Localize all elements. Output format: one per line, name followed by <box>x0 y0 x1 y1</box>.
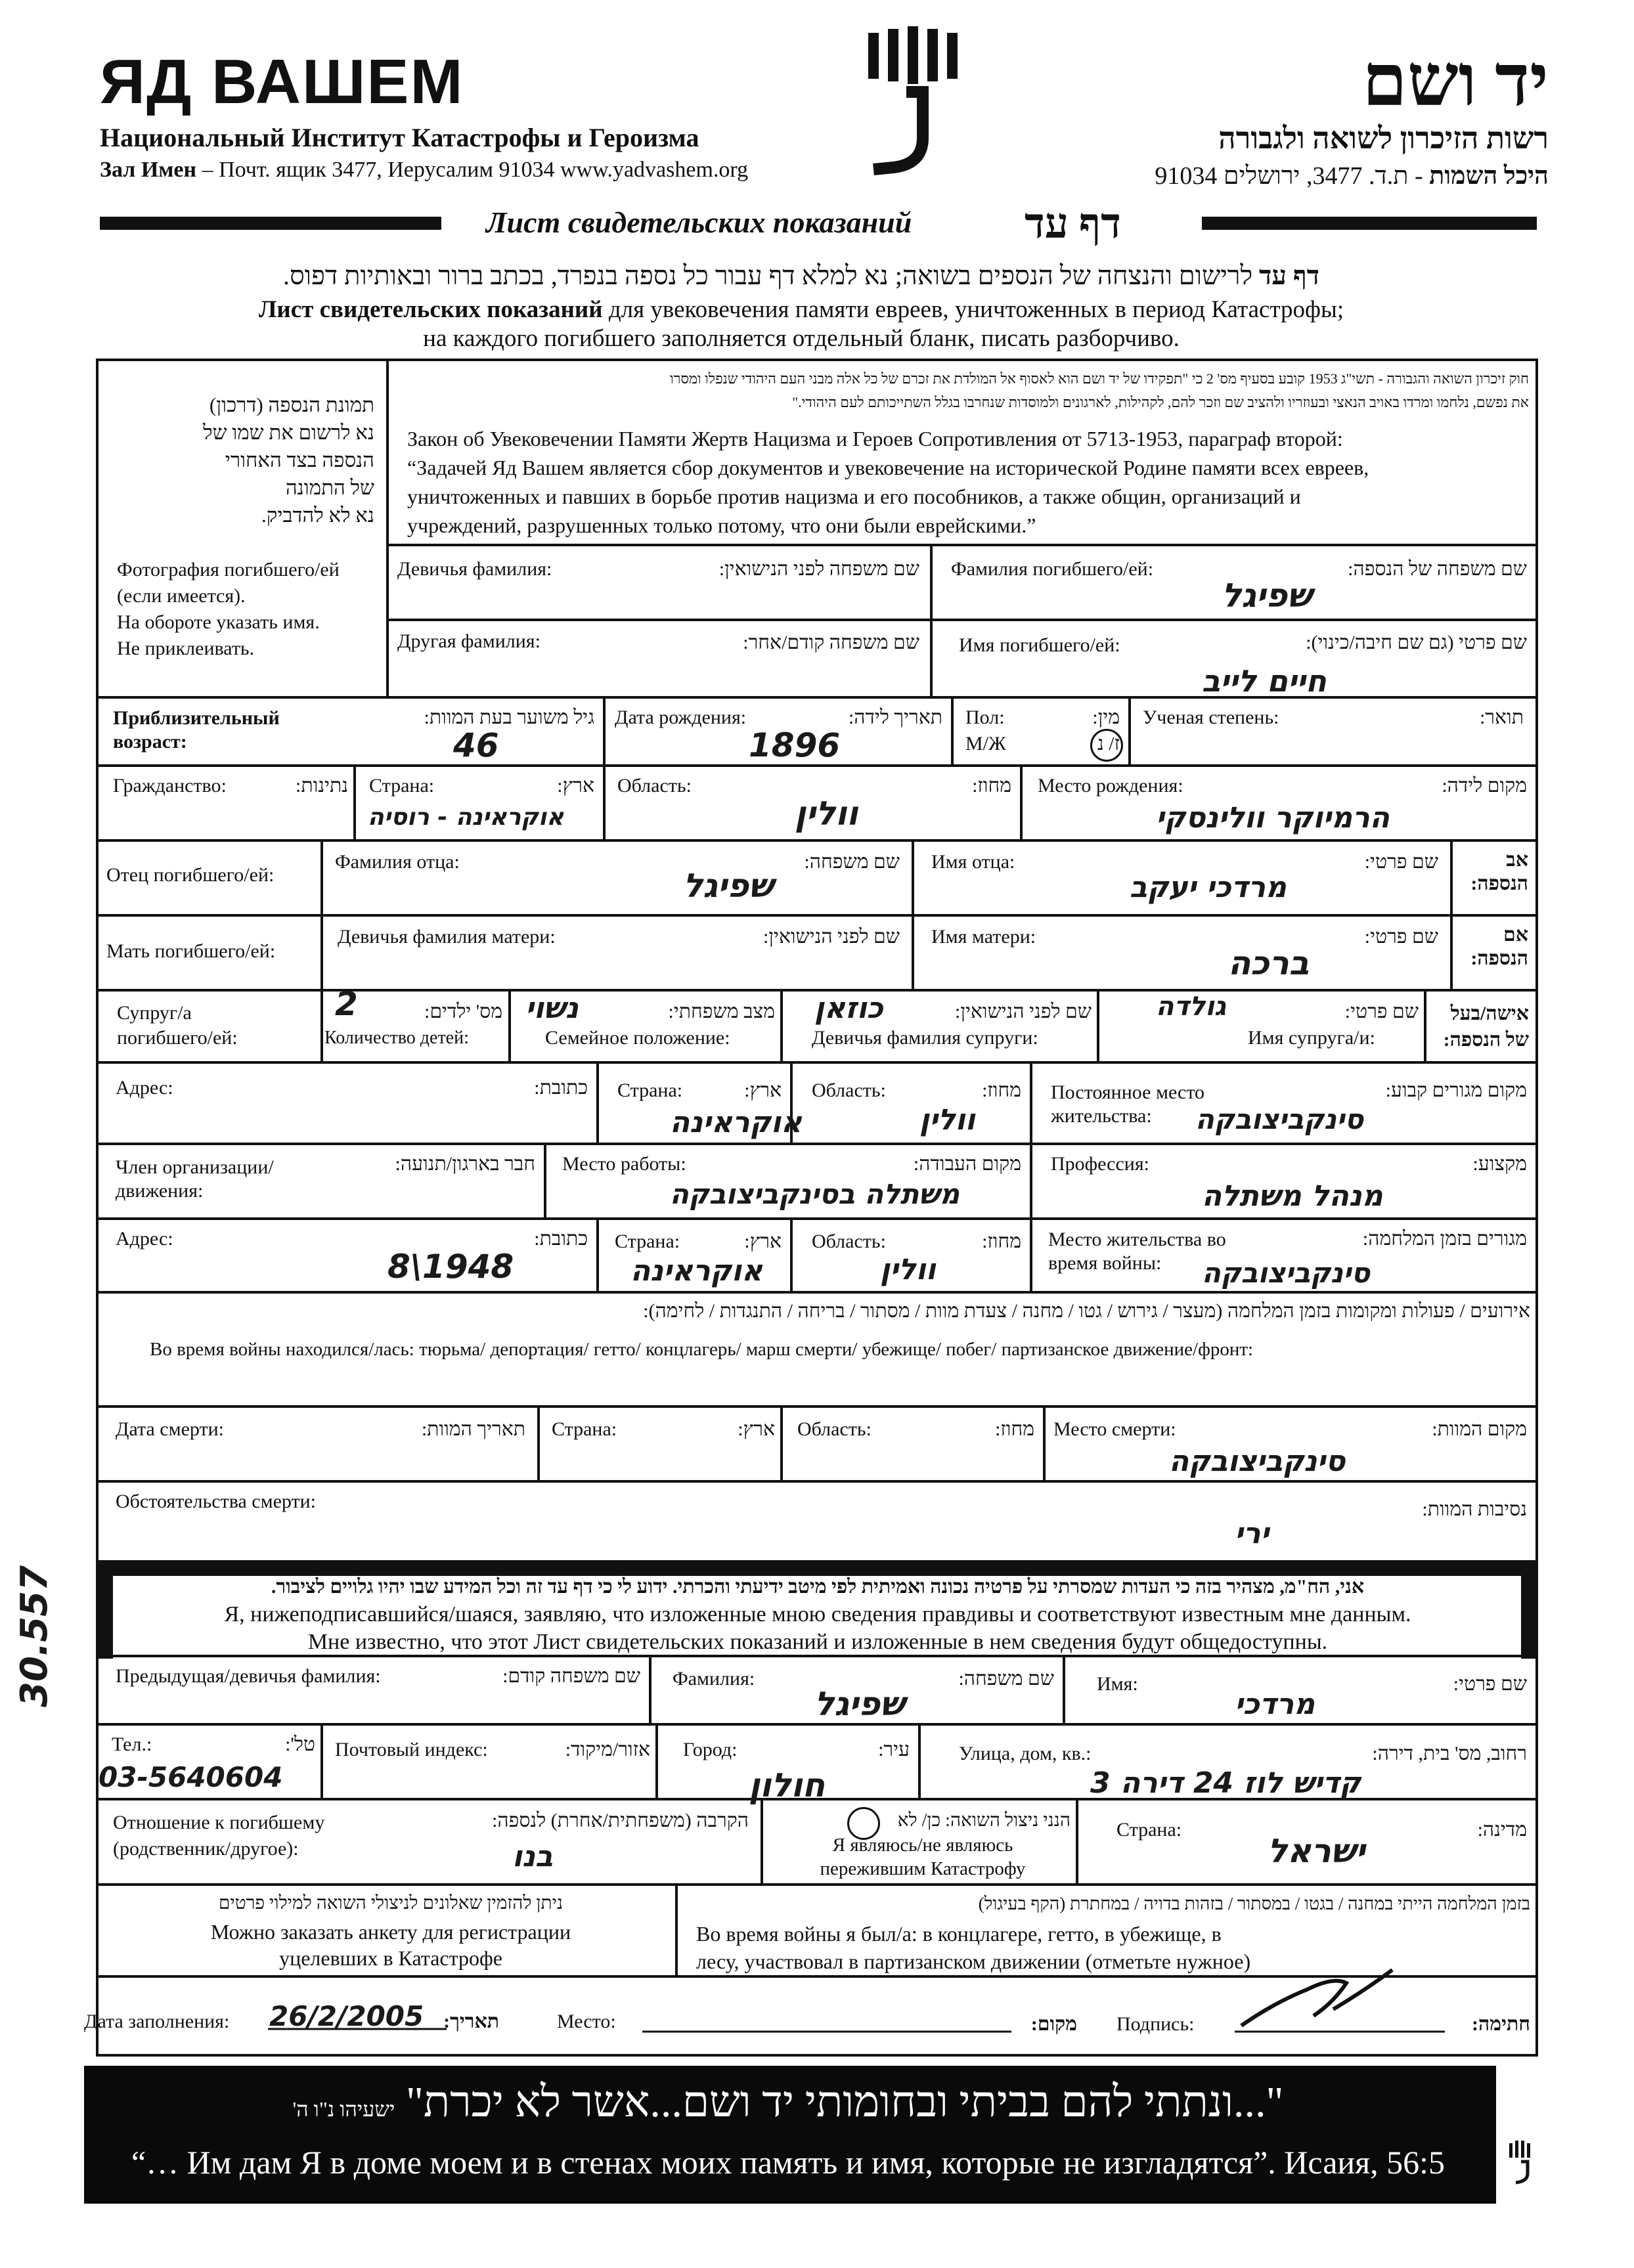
other-label-ru: Другая фамилия: <box>397 630 541 652</box>
city-label-ru: Город: <box>683 1739 738 1760</box>
mother-he-1: אם <box>1503 924 1528 946</box>
cod-label-he: נסיבות המוות: <box>1422 1498 1527 1520</box>
work-value[interactable]: משתלה בסינקביצובקה <box>670 1178 960 1210</box>
q-ru-2: уцелевших в Катастрофе <box>279 1946 502 1970</box>
region-value[interactable]: וולין <box>795 795 858 833</box>
war-ru-2: время войны: <box>1048 1252 1162 1274</box>
region3-label-he: מחוז: <box>982 1231 1021 1252</box>
father-surname-label-he: שם משפחה: <box>804 851 900 873</box>
ctry-value[interactable]: ישראל <box>1268 1832 1365 1870</box>
place-label-he: מקום: <box>1030 2013 1077 2035</box>
waddr-label-ru: Адрес: <box>116 1228 173 1250</box>
surname-label-ru: Фамилия погибшего/ей: <box>951 558 1154 580</box>
dob-value[interactable]: 1896 <box>749 726 841 764</box>
questionnaire-ru <box>112 1919 670 1971</box>
ctry-label-he: מדינה: <box>1477 1819 1527 1841</box>
dob-label-ru: Дата рождения: <box>615 707 747 728</box>
region3-value[interactable]: וולין <box>880 1253 936 1286</box>
he-address: - ת.ד. 3477, ירושלים 91034 <box>1155 162 1423 190</box>
ctry-label-ru: Страна: <box>1116 1819 1182 1841</box>
country3-label-ru: Страна: <box>615 1231 680 1252</box>
pob-label-ru: Место рождения: <box>1038 775 1183 796</box>
events-label-he: אירועים / פעולות ומקומות בזמן המלחמה (מעצר / גירוש / גטו / מחנה / צעדת מוות / מסתור / בריחה / התנגדות / לחימה): <box>643 1300 1530 1322</box>
dod-label-ru: Дата смерти: <box>116 1418 225 1440</box>
wartime-ru <box>696 1920 1250 1975</box>
quote-he <box>99 2078 1478 2127</box>
father-label-ru: Отец погибшего/ей: <box>106 864 275 886</box>
org-ru-2: движения: <box>116 1180 204 1202</box>
rel-label-he: הקרבה (משפחתית/אחרת) לנספה: <box>492 1810 749 1831</box>
father-name-value[interactable]: מרדכי יעקב <box>1130 871 1287 904</box>
tel-label-he: טל': <box>285 1734 315 1755</box>
region-label-he: מחוז: <box>972 775 1011 796</box>
father-name-label-he: שם פרטי: <box>1364 851 1438 873</box>
zip-label-ru: Почтовый индекс: <box>335 1739 488 1760</box>
intro-ru-text: для увековечения памяти евреев, уничтоженных в период Катастрофы; <box>608 296 1344 323</box>
quote-ru: “… Им дам Я в доме моем и в стенах моих память и имя, которые не изгладятся”. Исаия, 56:5 <box>131 2144 1446 2181</box>
marital-label-he: מצב משפחתי: <box>668 1001 775 1022</box>
intro-ru-2: на каждого погибшего заполняется отдельный бланк, писать разборчиво. <box>423 325 1180 352</box>
prof-value[interactable]: מנהל משתלה <box>1202 1179 1383 1213</box>
date-label-he: תאריך: <box>443 2011 499 2032</box>
photo-he-3: הנספה בצד האחורי <box>225 448 374 471</box>
cod-value[interactable]: ירי <box>1235 1517 1270 1550</box>
questionnaire-he: ניתן להזמין שאלונים לניצולי השואה למילוי פרטים <box>218 1893 563 1913</box>
declaration-he: אני, הח"מ, מצהיר בזה כי העדות שמסרתי על פרטיה נכונה ואמיתית לפי מיטב ידיעתי והכרתי. ידוע לי כי דף עד זה וכל המידע שבו יהיו גלויים לציבור. <box>271 1576 1365 1598</box>
mother-name-label-ru: Имя матери: <box>931 926 1036 948</box>
region2-label-he: מחוז: <box>982 1079 1021 1101</box>
signature-label-he: חתימה: <box>1472 2013 1530 2035</box>
spouse-ru-1: Супруг/а <box>117 1002 192 1024</box>
first-label-ru: Имя погибшего/ей: <box>959 634 1120 656</box>
he-authority: רשות הזיכרון לשואה ולגבורה <box>1218 121 1549 155</box>
rel-ru-1: Отношение к погибшему <box>113 1812 325 1833</box>
father-he-1: אב <box>1506 849 1528 871</box>
ru-title: ЯД ВАШЕМ <box>100 47 464 117</box>
sub-surname-value[interactable]: שפיגל <box>814 1685 905 1723</box>
dod-country-label-he: ארץ: <box>738 1418 775 1440</box>
pod-value[interactable]: סינקביצובקה <box>1169 1445 1346 1478</box>
law-he-2: את נפשם, נלחמו ומרדו באויב הנאצי ובעוזריו ולהציב שם וזכר להם, לקהילות, לארגונים ולמוסדות שנחרבו בגלל השתייכותם לעם היהודי." <box>792 394 1529 410</box>
dod-region-label-ru: Область: <box>797 1418 872 1440</box>
spouse-maiden-label-he: שם לפני הנישואין: <box>955 1001 1092 1022</box>
age-label-he: גיל משוער בעת המוות: <box>424 707 594 728</box>
he-title: יד ושם <box>1362 41 1549 121</box>
degree-label-he: תואר: <box>1479 707 1524 728</box>
signature-mark <box>1235 1963 1405 2036</box>
sub-name-value[interactable]: מרדכי <box>1235 1688 1315 1721</box>
waddr-label-he: כתובת: <box>534 1228 588 1250</box>
w-ru-2: лесу, участвовал в партизанском движении (отметьте нужное) <box>696 1950 1251 1973</box>
zip-label-he: אזור/מיקוד: <box>565 1739 650 1760</box>
law-ru-3: уничтоженных и павших в борьбе против нацизма и его пособников, а также общин, организаций и <box>407 485 1301 508</box>
quote-he-source: ישעיהו נ"ו ה' <box>292 2097 395 2121</box>
war-label-he: מגורים בזמן המלחמה: <box>1362 1228 1527 1250</box>
mother-name-value[interactable]: ברכה <box>1228 944 1310 982</box>
spouse-of-he-2: של הנספה: <box>1443 1029 1529 1051</box>
maiden-label-ru: Девичья фамилия: <box>397 558 552 580</box>
ru-hall: Зал Имен <box>100 158 197 182</box>
surv-ru-2: пережившим Катастрофу <box>820 1858 1026 1879</box>
photo-ru-1: Фотография погибшего/ей <box>117 559 340 580</box>
region3-label-ru: Область: <box>812 1231 886 1252</box>
sex-label-ru: Пол: <box>965 707 1005 728</box>
dob-label-he: תאריך לידה: <box>848 707 942 728</box>
spouse-of-he-1: אישה/בעל <box>1450 1003 1529 1024</box>
waddr-value[interactable]: 8\1948 <box>387 1248 514 1286</box>
prof-label-he: מקצוע: <box>1472 1153 1527 1175</box>
city-value[interactable]: חולון <box>749 1766 826 1804</box>
spouse-ru-2: погибшего/ей: <box>117 1027 238 1049</box>
spouse-name-label-he: שם פרטי: <box>1344 1001 1419 1022</box>
sub-name-label-he: שם פרטי: <box>1453 1673 1527 1695</box>
law-he-1: חוק זיכרון השואה והגבורה - תשי"ג 1953 קובע בסעיף מס' 2 כי "תפקידו של יד ושם הוא לאסוף אל המולדת את זכרם של כל אלה מבני העם היהודי שנפלו ומסרו <box>670 370 1529 387</box>
law-ru-4: учреждений, разрушенных только потому, что они были еврейскими.” <box>407 513 1036 537</box>
region2-value[interactable]: וולין <box>919 1103 975 1137</box>
intro-he-text: לרישום והנצחה של הנספים בשואה; נא למלא דף עבור כל נספה בנפרד, בכתב ברור ובאותיות דפוס. <box>282 261 1253 290</box>
rel-ru-2: (родственник/другое): <box>113 1838 299 1860</box>
mother-he-2: הנספה: <box>1470 948 1528 969</box>
perm-label-he: מקום מגורים קבוע: <box>1385 1079 1527 1101</box>
perm-label-ru <box>1051 1081 1204 1128</box>
country3-label-he: ארץ: <box>744 1231 782 1252</box>
he-form-title: דף עד <box>1025 200 1121 247</box>
citizenship-label-ru: Гражданство: <box>113 775 227 796</box>
spouse-name-value[interactable]: גולדה <box>1156 992 1226 1022</box>
surv-ru-1: Я являюсь/не являюсь <box>832 1835 1013 1856</box>
date-label-ru: Дата заполнения: <box>84 2011 230 2032</box>
rel-label-ru <box>113 1810 324 1862</box>
tel-value[interactable]: 03-5640604 <box>99 1761 283 1793</box>
country-value[interactable]: אוקראינה - רוסיה <box>368 804 564 831</box>
age-ru-1: Приблизительный <box>113 707 280 729</box>
ru-form-title: Лист свидетельских показаний <box>486 206 912 239</box>
first-label-he: שם פרטי (גם שם חיבה/כינוי): <box>1306 632 1527 653</box>
pob-value[interactable]: הרמיוקר וולינסקי <box>1156 801 1390 835</box>
surv-label-he: הנני ניצול השואה: כן/ לא <box>897 1810 1071 1831</box>
photo-ru-2: (если имеется). <box>117 585 246 607</box>
mother-maiden-label-ru: Девичья фамилия матери: <box>338 926 556 948</box>
sex-circle-mark <box>1090 729 1123 762</box>
sub-name-label-ru: Имя: <box>1097 1673 1138 1695</box>
country2-label-he: ארץ: <box>744 1079 782 1101</box>
tel-label-ru: Тел.: <box>112 1734 152 1755</box>
spouse-label-ru <box>117 1001 238 1051</box>
ru-address: – Почт. ящик 3477, Иерусалим 91034 www.yadvashem.org <box>202 158 749 182</box>
country2-value[interactable]: אוקראינה <box>670 1106 803 1139</box>
country-label-he: ארץ: <box>557 775 594 796</box>
surname-label-he: שם משפחה של הנספה: <box>1348 558 1527 580</box>
father-name-label-ru: Имя отца: <box>931 851 1015 873</box>
sex-label-he: מין: <box>1092 707 1120 728</box>
region-label-ru: Область: <box>617 775 692 796</box>
perm-ru-1: Постоянное место <box>1051 1081 1205 1103</box>
law-ru-1: Закон об Увековечении Памяти Жертв Нацизма и Героев Сопротивления от 5713-1953, параграф второй: <box>407 427 1343 450</box>
photo-ru-3: На обороте указать имя. <box>117 611 320 633</box>
law-ru <box>407 424 1369 540</box>
age-value[interactable]: 46 <box>453 726 499 764</box>
mother-maiden-label-he: שם לפני הנישואין: <box>763 926 900 948</box>
photo-he-5: נא לא להדביק. <box>261 504 374 527</box>
street-value[interactable]: קדיש לוז 24 דירה 3 <box>1090 1766 1361 1800</box>
kids-value[interactable]: 2 <box>335 985 358 1023</box>
country-label-ru: Страна: <box>369 775 435 796</box>
declaration-ru-2: Мне известно, что этот Лист свидетельских показаний и изложенные в нем сведения будут общедоступны. <box>307 1630 1328 1654</box>
street-label-ru: Улица, дом, кв.: <box>959 1743 1092 1764</box>
region2-label-ru: Область: <box>812 1079 886 1101</box>
photo-he-1: תמונת הנספה (דרכון) <box>209 393 374 416</box>
org-label-he: חבר בארגון/תנועה: <box>395 1153 535 1175</box>
quote-he-text: "...ונתתי להם בביתי ובחומותי יד ושם...אשר לא יכרת" <box>405 2078 1284 2126</box>
mother-label-ru: Мать погибшего/ей: <box>106 940 276 962</box>
photo-he-4: של התמונה <box>285 476 374 499</box>
marital-label-ru: Семейное положение: <box>545 1027 730 1049</box>
ru-institute: Национальный Институт Катастрофы и Героизма <box>100 123 699 152</box>
war-ru-1: Место жительства во <box>1048 1229 1226 1250</box>
marital-value[interactable]: נשוי <box>525 992 579 1025</box>
prev-label-ru: Предыдущая/девичья фамилия: <box>116 1665 381 1687</box>
spouse-of-label-he <box>1429 1001 1529 1053</box>
spouse-name-label-ru: Имя супруга/и: <box>1248 1027 1375 1049</box>
intro-he-bold: דף עד <box>1259 261 1320 290</box>
first-name-value[interactable]: חיים לייב <box>1202 663 1327 699</box>
kids-label-he: מס' ילדים: <box>424 1001 502 1022</box>
sub-surname-label-ru: Фамилия: <box>673 1668 755 1690</box>
dod-region-label-he: מחוז: <box>995 1418 1034 1440</box>
rel-value[interactable]: בנו <box>512 1840 553 1873</box>
surv-label-ru <box>775 1833 1071 1881</box>
intro-ru-bold: Лист свидетельских показаний <box>258 296 603 323</box>
perm-value[interactable]: סינקביצובקה <box>1195 1103 1364 1135</box>
q-ru-1: Можно заказать анкету для регистрации <box>210 1920 571 1944</box>
pob-label-he: מקום לידה: <box>1442 775 1527 796</box>
org-label-ru <box>116 1156 274 1203</box>
signature-label-ru: Подпись: <box>1116 2013 1195 2035</box>
spouse-maiden-value[interactable]: כוזאן <box>814 992 883 1025</box>
war-value[interactable]: סינקביצובקה <box>1202 1257 1371 1289</box>
pod-label-he: מקום המוות: <box>1432 1418 1527 1440</box>
org-ru-1: Член организации/ <box>116 1156 274 1178</box>
photo-box-ru <box>117 557 386 662</box>
prof-label-ru: Профессия: <box>1051 1153 1149 1175</box>
surname-value[interactable]: שפיגל <box>1222 577 1312 615</box>
date-value[interactable]: 26/2/2005 <box>269 2000 424 2032</box>
citizenship-label-he: נתינות: <box>296 775 348 796</box>
city-label-he: עיר: <box>878 1739 910 1760</box>
work-label-ru: Место работы: <box>562 1153 686 1175</box>
mother-label-he <box>1459 923 1528 970</box>
address-label-he: כתובת: <box>534 1077 588 1099</box>
father-label-he <box>1459 848 1528 896</box>
other-label-he: שם משפחה קודם/אחר: <box>743 632 919 653</box>
photo-box-he <box>105 391 374 529</box>
margin-number: 30.557 <box>13 1565 56 1707</box>
cod-label-ru: Обстоятельства смерти: <box>116 1491 316 1512</box>
pod-label-ru: Место смерти: <box>1053 1418 1176 1440</box>
work-label-he: מקום העבודה: <box>913 1153 1021 1175</box>
maiden-label-he: שם משפחה לפני הנישואין: <box>718 558 919 580</box>
he-hall: היכל השמות <box>1429 162 1549 190</box>
war-label-ru <box>1048 1228 1226 1275</box>
declaration-ru-1: Я, нижеподписавшийся/шаяся, заявляю, что изложенные мною сведения правдивы и соответствуют известным мне данным. <box>224 1602 1411 1626</box>
father-surname-value[interactable]: שפיגל <box>683 867 774 905</box>
prev-label-he: שם משפחה קודם: <box>502 1665 640 1687</box>
father-surname-label-ru: Фамилия отца: <box>335 851 460 873</box>
small-logo-icon <box>1508 2141 1534 2187</box>
mother-name-label-he: שם פרטי: <box>1364 926 1438 948</box>
perm-ru-2: жительства: <box>1051 1105 1152 1127</box>
country2-label-ru: Страна: <box>617 1079 683 1101</box>
degree-label-ru: Ученая степень: <box>1143 707 1279 728</box>
age-label-ru <box>113 707 280 754</box>
spouse-maiden-label-ru: Девичья фамилия супруги: <box>812 1027 1038 1049</box>
sub-surname-label-he: שם משפחה: <box>958 1668 1054 1690</box>
sex-label-ru2: М/Ж <box>965 733 1006 754</box>
place-label-ru: Место: <box>557 2011 616 2032</box>
dod-label-he: תאריך המוות: <box>421 1418 525 1440</box>
street-label-he: רחוב, מס' בית, דירה: <box>1372 1743 1527 1764</box>
photo-he-2: נא לרשום את שמו של <box>203 421 374 444</box>
photo-ru-4: Не приклеивать. <box>117 638 255 659</box>
country3-value[interactable]: אוקראינה <box>630 1254 763 1288</box>
wartime-he: בזמן המלחמה הייתי במחנה / בגטו / במסתור / בזהות בדויה / במחתרת (הקף בעיגול) <box>978 1894 1530 1913</box>
law-ru-2: “Задачей Яд Вашем является сбор документов и увековечение на исторической Родине памяти всех евреев, <box>407 456 1369 479</box>
sex-value[interactable]: ז/ נ <box>1097 733 1120 754</box>
kids-label-ru: Количество детей: <box>324 1028 469 1048</box>
address-label-ru: Адрес: <box>116 1077 173 1099</box>
w-ru-1: Во время войны я был/а: в концлагере, гетто, в убежище, в <box>696 1922 1222 1946</box>
father-he-2: הנספה: <box>1470 873 1528 894</box>
age-ru-2: возраст: <box>113 731 187 752</box>
events-label-ru: Во время войны находился/лась: тюрьма/ депортация/ гетто/ концлагерь/ марш смерти/ убежище/ побег/ партизанское движение/фронт: <box>150 1339 1254 1360</box>
dod-country-label-ru: Страна: <box>552 1418 617 1440</box>
